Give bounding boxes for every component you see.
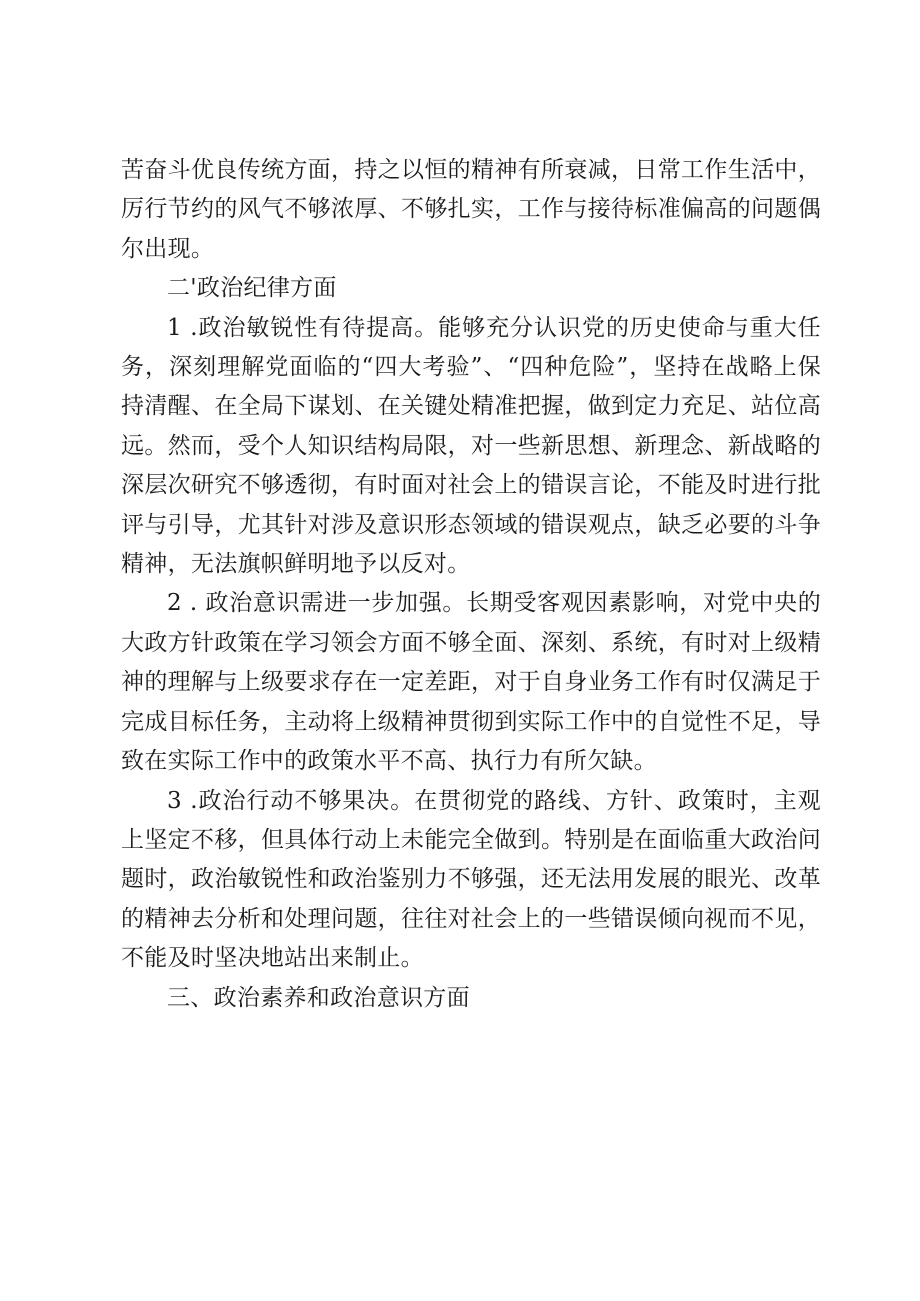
paragraph-political-awareness: 2 . 政治意识需进一步加强。长期受客观因素影响，对党中央的大政方针政策在学习领会方面不够全面、深刻、系统，有时对上级精神的理解与上级要求存在一定差距，对于自身业务工作有时仅满足于完成目标任务，主动将上级精神贯彻到实际工作中的自觉性不足，导致在实际工作中的政策水平不高、执行力有所欠缺。 [121, 590, 821, 775]
paragraph-continuation: 苦奋斗优良传统方面，持之以恒的精神有所衰减，日常工作生活中，厉行节约的风气不够浓厚、不够扎实，工作与接待标准偏高的问题偶尔出现。 [121, 157, 821, 262]
section-heading-political-literacy: 三、政治素养和政治意识方面 [167, 984, 470, 1011]
document-body [121, 151, 821, 1018]
paragraph-political-action: 3 .政治行动不够果决。在贯彻党的路线、方针、政策时，主观上坚定不移，但具体行动上未能完全做到。特别是在面临重大政治问题时，政治敏锐性和政治鉴别力不够强，还无法用发展的眼光、改革的精神去分析和处理问题，往往对社会上的一些错误倾向视而不见，不能及时坚决地站出来制止。 [121, 787, 821, 972]
section-heading-political-discipline: 二'政治纪律方面 [167, 275, 337, 302]
paragraph-political-sensitivity: 1 .政治敏锐性有待提高。能够充分认识党的历史使命与重大任务，深刻理解党面临的“四大考验”、“四种危险”，坚持在战略上保持清醒、在全局下谋划、在关键处精准把握，做到定力充足、站位高远。然而，受个人知识结构局限，对一些新思想、新理念、新战略的深层次研究不够透彻，有时面对社会上的错误言论，不能及时进行批评与引导，尤其针对涉及意识形态领域的错误观点，缺乏必要的斗争精神，无法旗帜鲜明地予以反对。 [121, 314, 821, 578]
